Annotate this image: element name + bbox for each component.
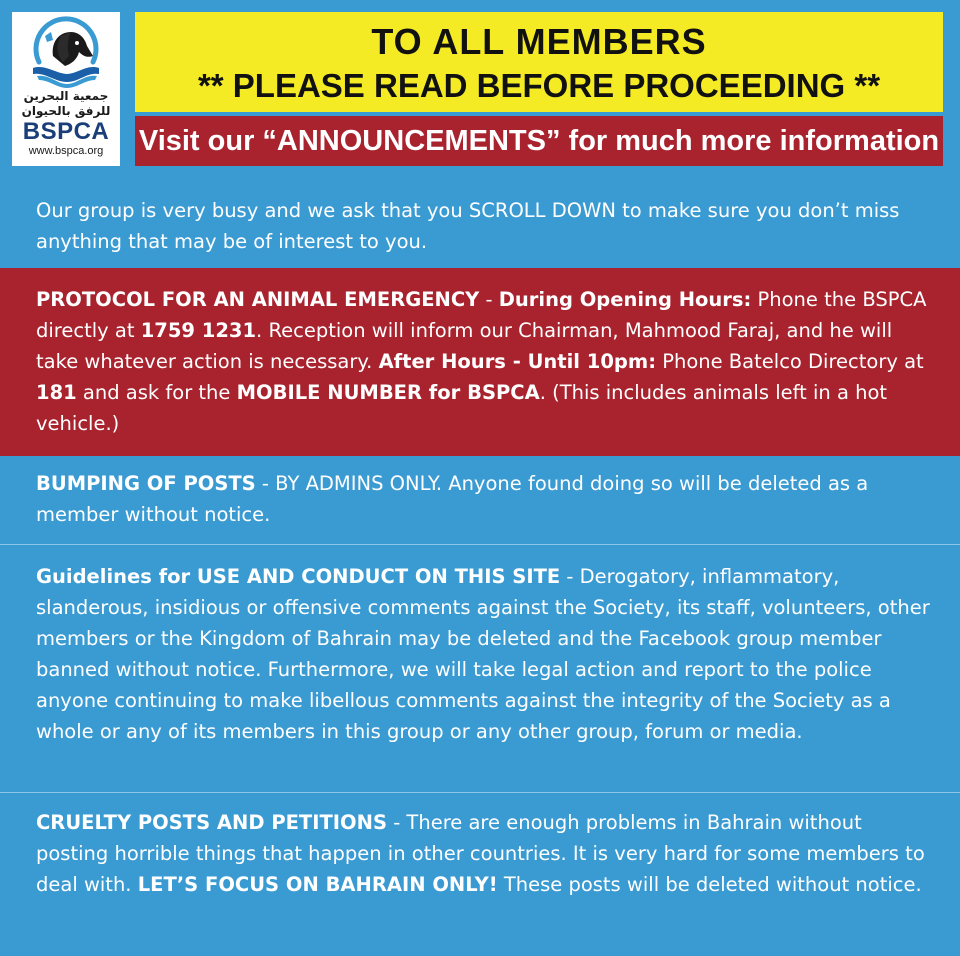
emergency-text-3: Phone Batelco Directory at [656,350,924,373]
logo-name: BSPCA [22,118,110,145]
emergency-heading: PROTOCOL FOR AN ANIMAL EMERGENCY [36,288,480,311]
emergency-text-4: and ask for the [76,381,237,404]
bspca-logo [12,12,120,166]
guidelines-section [0,561,960,747]
emergency-separator: - [479,288,499,311]
logo-arabic-line-2: للرفق بالحيوان [21,104,111,118]
cruelty-text-1: - There are enough problems in Bahrain without posting horrible things that happen in other countries. It is very hard for some members to deal with. [36,811,925,896]
logo-url: www.bspca.org [28,145,104,157]
guidelines-heading: Guidelines for USE AND CONDUCT ON THIS SITE [36,565,561,588]
section-divider [0,792,960,793]
focus-bahrain-text: LET’S FOCUS ON BAHRAIN ONLY! [137,873,498,896]
headline-title: TO ALL MEMBERS [371,21,707,62]
cruelty-heading: CRUELTY POSTS AND PETITIONS [36,811,387,834]
after-hours-label: After Hours - Until 10pm: [378,350,656,373]
announcements-banner [135,116,943,166]
intro-text: Our group is very busy and we ask that you SCROLL DOWN to make sure you don’t miss anything that may be of interest to you. [36,199,900,253]
cruelty-text-2: These posts will be deleted without notice. [497,873,922,896]
emergency-text-2: . Reception will inform our Chairman, Mahmood Faraj, and he will take whatever action is necessary. [36,319,893,373]
emergency-text-5: . (This includes animals left in a hot vehicle.) [36,381,888,435]
logo-arabic-line-1: جمعية البحرين [23,89,109,103]
directory-number: 181 [36,381,77,404]
section-divider [0,544,960,545]
headline-subtitle: ** PLEASE READ BEFORE PROCEEDING ** [197,67,881,104]
bspca-phone-number: 1759 1231 [140,319,257,342]
opening-hours-label: During Opening Hours: [498,288,752,311]
bumping-heading: BUMPING OF POSTS [36,472,256,495]
bumping-text: - BY ADMINS ONLY. Anyone found doing so will be deleted as a member without notice. [36,472,869,526]
intro-paragraph [36,195,936,257]
bumping-section [0,468,960,530]
mobile-number-label: MOBILE NUMBER for BSPCA [236,381,540,404]
emergency-text-1: Phone the BSPCA directly at [36,288,927,342]
guidelines-text: - Derogatory, inflammatory, slanderous, insidious or offensive comments against the Society, its staff, volunteers, other members or the Kingdom of Bahrain may be deleted and the Facebook group member banned without notice. Furthermore, we will take legal action and report to the police anyone continuing to make libellous comments against the integrity of the Society as a whole or any of its members in this group or any other group, forum or media. [36,565,930,743]
emergency-protocol-section [0,268,960,456]
cruelty-section [0,807,960,900]
announcements-text: Visit our “ANNOUNCEMENTS” for much more information [138,125,940,157]
bspca-dog-hands-icon [27,16,105,88]
headline-banner [135,12,943,112]
